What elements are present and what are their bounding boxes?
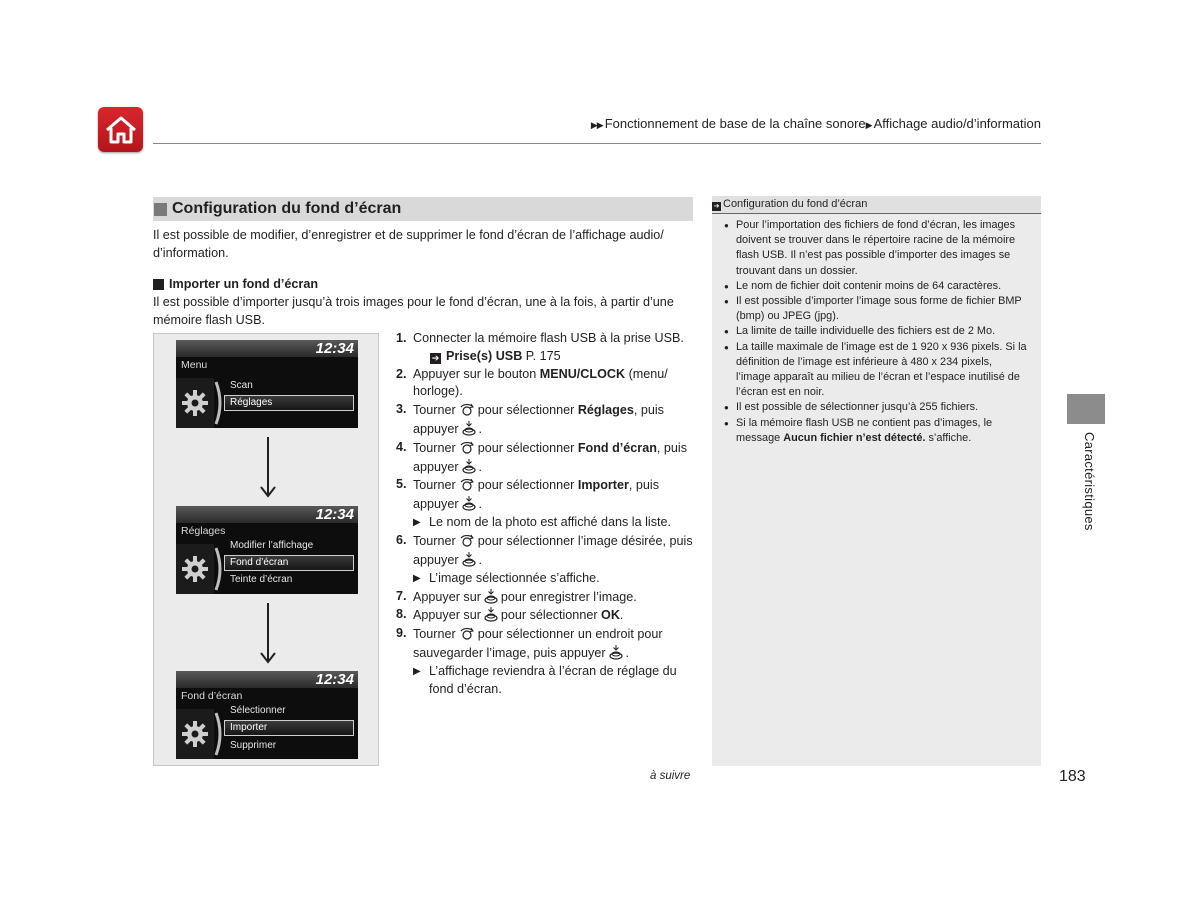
section-heading	[153, 197, 693, 221]
gear-icon	[176, 709, 214, 759]
interface-dial-icon	[459, 439, 475, 455]
screen-fond-ecran	[176, 671, 358, 759]
step-5-result: ▶ Le nom de la photo est affiché dans la liste.	[396, 514, 696, 532]
screen-selected-row: Réglages	[224, 395, 354, 411]
push-selector-icon	[609, 644, 623, 660]
screen-reglages	[176, 506, 358, 594]
note-item: ● Pour l’importation des fichiers de fond d’écran, les images doivent se trouver dans le répertoire racine de la mémoire flash USB. Il n’est pas possible d’importer des images se trouvant dans un dossier.	[724, 218, 1029, 279]
screen-clock: 12:34	[315, 671, 354, 688]
down-arrow-icon	[258, 603, 278, 665]
screen-title: Fond d’écran	[181, 690, 243, 702]
continued-note: à suivre	[650, 770, 691, 782]
note-list	[724, 218, 1029, 446]
chapter-tab[interactable]	[1067, 394, 1105, 424]
push-selector-icon	[462, 420, 476, 436]
step-9-result: ▶ L’affichage reviendra à l’écran de réglage du fond d’écran.	[396, 663, 696, 699]
header-divider	[153, 143, 1041, 144]
note-item: ● La limite de taille individuelle des fichiers est de 2 Mo.	[724, 324, 1029, 339]
push-selector-icon	[462, 495, 476, 511]
screen-clock: 12:34	[315, 340, 354, 357]
section-intro: Il est possible de modifier, d’enregistrer et de supprimer le fond d’écran de l’affichage audio/ d’information.	[153, 228, 664, 260]
note-arrow-icon: ➔	[713, 203, 720, 210]
step-3: 3. Tourner pour sélectionner Réglages, puis appuyer .	[396, 402, 664, 436]
screen-title: Réglages	[181, 525, 226, 537]
screen-row: Supprimer	[230, 740, 277, 751]
screen-title: Menu	[181, 359, 208, 371]
screen-selected-row: Importer	[224, 720, 354, 736]
screen-menu	[176, 340, 358, 428]
note-item: ● Il est possible de sélectionner jusqu’à 255 fichiers.	[724, 400, 1029, 415]
breadcrumb	[591, 116, 1041, 131]
note-heading	[712, 196, 1041, 214]
step-1: 1. Connecter la mémoire flash USB à la prise USB. ➔ Prise(s) USB P. 175	[396, 331, 684, 363]
note-item: ● La taille maximale de l’image est de 1 920 x 936 pixels. Si la définition de l’image est inférieure à 480 x 234 pixels, l’image apparaît au milieu de l’écran et l’espace inutilisé de l’écran est en noir.	[724, 340, 1029, 401]
subsection-text: Il est possible d’importer jusqu’à trois images pour le fond d’écran, une à la fois, à partir d’une mémoire flash USB.	[153, 295, 674, 327]
section-square-icon	[154, 203, 167, 216]
screen-clock: 12:34	[315, 506, 354, 523]
push-selector-icon	[484, 588, 498, 604]
step-2: 2. Appuyer sur le bouton MENU/CLOCK (menu/ horloge).	[396, 366, 668, 399]
screen-row: Scan	[230, 380, 253, 391]
step-6-result: ▶ L’image sélectionnée s’affiche.	[396, 570, 696, 588]
section-title: Configuration du fond d’écran	[172, 200, 402, 217]
step-9: 9. Tourner pour sélectionner un endroit pour sauvegarder l’image, puis appuyer .	[396, 626, 663, 660]
breadcrumb-parent[interactable]: Fonctionnement de base de la chaîne sonore	[604, 116, 866, 131]
interface-dial-icon	[459, 532, 475, 548]
subsection-heading	[153, 277, 318, 291]
screen-row: Modifier l’affichage	[230, 540, 314, 551]
down-arrow-icon	[258, 437, 278, 499]
usb-reference-link[interactable]: Prise(s) USB	[446, 348, 523, 363]
note-item: ● Le nom de fichier doit contenir moins de 64 caractères.	[724, 279, 1029, 294]
note-title: Configuration du fond d’écran	[723, 198, 868, 210]
gear-icon	[176, 378, 214, 428]
home-icon	[104, 115, 138, 145]
interface-dial-icon	[459, 625, 475, 641]
push-selector-icon	[462, 551, 476, 567]
gear-icon	[176, 544, 214, 594]
breadcrumb-arrow-icon: ▶	[865, 120, 872, 130]
subsection-title: Importer un fond d’écran	[169, 277, 319, 291]
reference-arrow-icon: ➔	[431, 352, 440, 363]
screen-row: Teinte d’écran	[230, 574, 293, 585]
step-8: 8. Appuyer sur pour sélectionner OK.	[396, 607, 624, 623]
push-selector-icon	[462, 458, 476, 474]
breadcrumb-arrow-icon: ▶▶	[590, 120, 603, 130]
screen-row: Sélectionner	[230, 705, 286, 716]
procedure-steps	[396, 330, 696, 698]
page-number: 183	[1059, 768, 1086, 785]
step-7: 7. Appuyer sur pour enregistrer l’image.	[396, 588, 637, 604]
step-5: 5. Tourner pour sélectionner Importer, puis appuyer .	[396, 477, 660, 512]
interface-dial-icon	[459, 476, 475, 492]
step-4: 4. Tourner pour sélectionner Fond d’écran, puis appuyer .	[396, 439, 688, 474]
screenshot-panel	[153, 333, 379, 766]
interface-dial-icon	[459, 401, 475, 417]
home-button[interactable]	[98, 107, 143, 152]
note-item: ● Si la mémoire flash USB ne contient pas d’images, le message Aucun fichier n’est détecté. s’affiche.	[724, 416, 1029, 446]
subsection-square-icon	[153, 279, 164, 290]
note-item: ● Il est possible d’importer l’image sous forme de fichier BMP (bmp) ou JPEG (jpg).	[724, 294, 1029, 324]
breadcrumb-current[interactable]: Affichage audio/d’information	[873, 116, 1041, 131]
result-arrow-icon: ▶	[413, 516, 421, 528]
result-arrow-icon: ▶	[413, 665, 421, 677]
step-6: 6. Tourner pour sélectionner l’image désirée, puis appuyer .	[396, 532, 693, 567]
screen-selected-row: Fond d’écran	[224, 555, 354, 571]
push-selector-icon	[484, 606, 498, 622]
result-arrow-icon: ▶	[413, 572, 421, 584]
chapter-label: Caractéristiques	[1082, 432, 1097, 531]
